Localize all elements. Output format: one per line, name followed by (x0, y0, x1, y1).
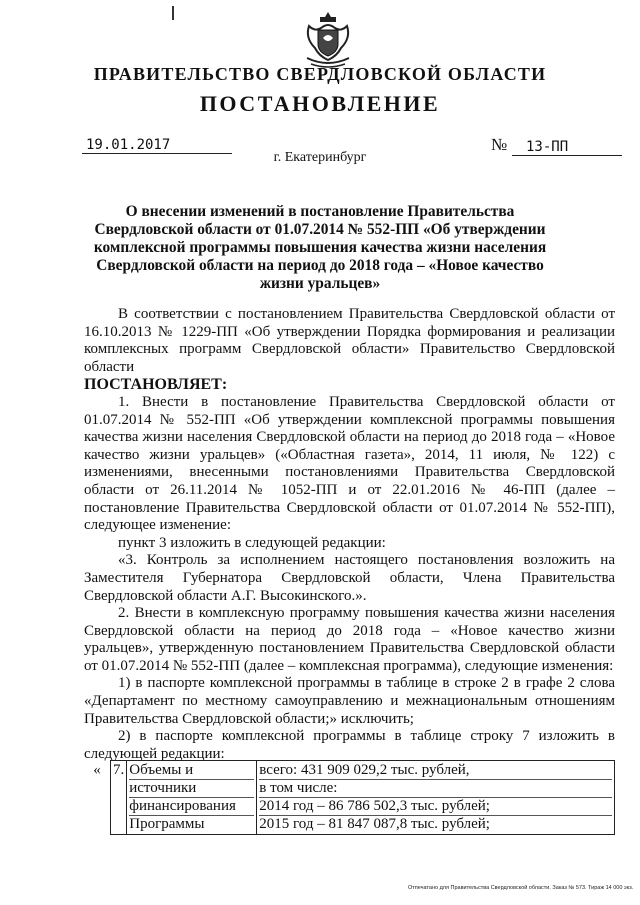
resolves-heading: ПОСТАНОВЛЯЕТ: (84, 376, 228, 394)
coat-of-arms-icon (303, 8, 353, 70)
row-name-line: источники (129, 780, 254, 798)
decree-title: О внесении изменений в постановление Правительства Свердловской области от 01.07.2014 № 552-ПП «Об утверждении комплексной программы повышения качества жизни населения Свердловской области на период до 2018 года – «Новое качество жизни уральцев» (93, 203, 547, 292)
passport-table (84, 760, 615, 835)
row-value-line: в том числе: (259, 780, 612, 798)
scan-mark (172, 6, 174, 20)
document-type: ПОСТАНОВЛЕНИЕ (199, 91, 441, 116)
decree-number: 13-ПП (512, 139, 622, 156)
government-name: ПРАВИТЕЛЬСТВО СВЕРДЛОВСКОЙ ОБЛАСТИ (93, 64, 547, 84)
item-2-2: 2) в паспорте комплексной программы в таблице строку 7 изложить в следующей редакции: (84, 728, 615, 762)
item-1-sub: пункт 3 изложить в следующей редакции: (118, 534, 386, 551)
item-1: 1. Внести в постановление Правительства Свердловской области от 01.07.2014 № 552-ПП «Об утверждении комплексной программы повышения качества жизни населения Свердловской области на период до 2018 года – «Новое качество жизни уральцев» («Областная газета», 2014, 11 июля, № 122) с изменениями, внесенными постановлениями Правительства Свердловской области от 26.11.2014 № 1052-ПП и от 22.01.2016 № 46-ПП (далее – постановление Правительства Свердловской области от 01.07.2014 № 552-ПП), следующее изменение: (84, 393, 615, 534)
item-2: 2. Внести в комплексную программу повышения качества жизни населения Свердловской области на период до 2018 года – «Новое качество жизни уральцев», утвержденную постановлением Правительства Свердловской области от 01.07.2014 № 552-ПП (далее – комплексная программа), следующие изменения: (84, 605, 615, 674)
row-value-line: 2015 год – 81 847 087,8 тыс. рублей; (259, 816, 490, 832)
table-row (84, 761, 615, 835)
row-name-line: финансирования (129, 798, 254, 816)
row-name (127, 761, 257, 835)
open-quote: « (93, 761, 101, 778)
decree-body (84, 306, 615, 763)
print-footer: Отпечатано для Правительства Свердловской области. Заказ № 573. Тираж 14 000 экз. (408, 885, 634, 891)
row-value (257, 761, 615, 835)
item-1-quote: «3. Контроль за исполнением настоящего постановления возложить на Заместителя Губернатора Свердловской области, Члена Правительства Свердловской области А.Г. Высокинского.». (84, 552, 615, 604)
row-name-line: Программы (129, 816, 205, 832)
row-number: 7. (111, 761, 127, 835)
row-value-line: 2014 год – 86 786 502,3 тыс. рублей; (259, 798, 612, 816)
row-value-line: всего: 431 909 029,2 тыс. рублей, (259, 762, 612, 780)
preamble: В соответствии с постановлением Правительства Свердловской области от 16.10.2013 № 1229-ПП «Об утверждении Порядка формирования и реализации комплексных программ Свердловской области» Правительство Свердловской области (84, 306, 615, 375)
item-2-1: 1) в паспорте комплексной программы в таблице в строке 2 в графе 2 слова «Департамент по местному самоуправлению и межнациональным отношениям Правительства Свердловской области;» исключить; (84, 675, 615, 727)
city: г. Екатеринбург (273, 150, 367, 165)
decree-date: 19.01.2017 (82, 137, 232, 154)
number-sign: № (491, 135, 508, 154)
row-name-line: Объемы и (129, 762, 254, 780)
